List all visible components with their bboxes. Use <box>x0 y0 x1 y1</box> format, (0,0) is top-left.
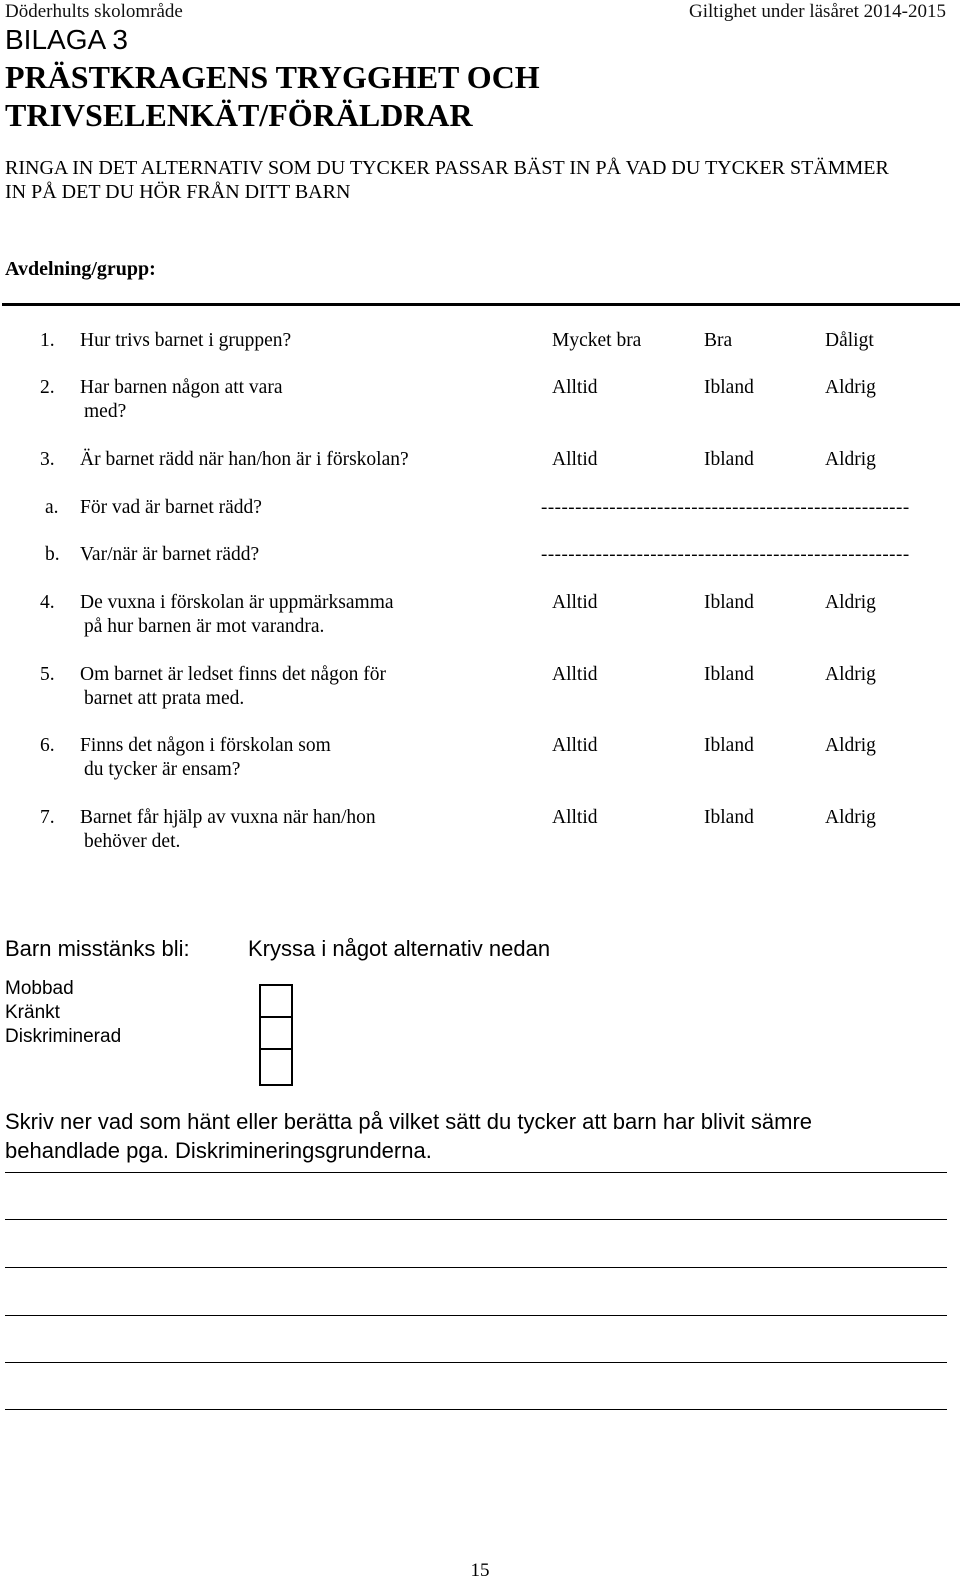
checkbox-bullied[interactable] <box>259 984 293 1018</box>
question-text-continued: du tycker är ensam? <box>84 759 241 780</box>
answer-blank-line[interactable]: ------------------------------------------------------ <box>541 497 910 518</box>
writing-line[interactable] <box>5 1172 947 1173</box>
answer-option[interactable]: Ibland <box>704 735 754 756</box>
question-number: 6. <box>40 735 55 756</box>
writing-line[interactable] <box>5 1267 947 1268</box>
category-label-offended: Kränkt <box>5 1002 60 1023</box>
question-text-continued: behöver det. <box>84 831 181 852</box>
question-text: Finns det någon i förskolan som <box>80 735 331 756</box>
writing-line[interactable] <box>5 1315 947 1316</box>
answer-option[interactable]: Aldrig <box>825 449 876 470</box>
answer-option[interactable]: Alltid <box>552 735 598 756</box>
write-instruction-line1: Skriv ner vad som hänt eller berätta på vilket sätt du tycker att barn har blivit sämre <box>5 1109 813 1134</box>
writing-line[interactable] <box>5 1362 947 1363</box>
subquestion-text: Var/när är barnet rädd? <box>80 544 260 565</box>
instruction-line1: RINGA IN DET ALTERNATIV SOM DU TYCKER PASSAR BÄST IN PÅ VAD DU TYCKER STÄMMER <box>5 157 889 179</box>
question-text: Hur trivs barnet i gruppen? <box>80 330 292 351</box>
answer-option[interactable]: Ibland <box>704 449 754 470</box>
category-label-bullied: Mobbad <box>5 978 74 999</box>
page-number: 15 <box>470 1560 490 1581</box>
suspected-label: Barn misstänks bli: <box>5 936 190 961</box>
answer-option[interactable]: Aldrig <box>825 377 876 398</box>
answer-option[interactable]: Aldrig <box>825 592 876 613</box>
instruction-line2: IN PÅ DET DU HÖR FRÅN DITT BARN <box>5 181 351 203</box>
answer-option[interactable]: Alltid <box>552 449 598 470</box>
answer-option[interactable]: Alltid <box>552 592 598 613</box>
question-number: 3. <box>40 449 55 470</box>
answer-option[interactable]: Aldrig <box>825 807 876 828</box>
checkbox-offended[interactable] <box>259 1016 293 1050</box>
answer-option[interactable]: Alltid <box>552 377 598 398</box>
writing-line[interactable] <box>5 1409 947 1410</box>
answer-option[interactable]: Alltid <box>552 807 598 828</box>
question-number: 7. <box>40 807 55 828</box>
answer-option[interactable]: Ibland <box>704 592 754 613</box>
category-label-discriminated: Diskriminerad <box>5 1026 122 1047</box>
appendix-label: BILAGA 3 <box>5 24 128 55</box>
question-text: Barnet får hjälp av vuxna när han/hon <box>80 807 376 828</box>
question-text: Har barnen någon att vara <box>80 377 283 398</box>
header-validity: Giltighet under läsåret 2014-2015 <box>689 1 946 22</box>
question-text: Om barnet är ledset finns det någon för <box>80 664 386 685</box>
subquestion-letter: b. <box>45 544 60 565</box>
answer-option[interactable]: Mycket bra <box>552 330 642 351</box>
question-number: 1. <box>40 330 55 351</box>
subquestion-letter: a. <box>45 497 59 518</box>
header-school: Döderhults skolområde <box>5 1 183 22</box>
answer-option[interactable]: Ibland <box>704 664 754 685</box>
question-number: 4. <box>40 592 55 613</box>
section-divider <box>2 303 960 306</box>
page-title-line2: TRIVSELENKÄT/FÖRÄLDRAR <box>5 97 473 133</box>
question-text: Är barnet rädd när han/hon är i förskolan? <box>80 449 409 470</box>
question-number: 2. <box>40 377 55 398</box>
answer-blank-line[interactable]: ------------------------------------------------------ <box>541 544 910 565</box>
question-text-continued: med? <box>84 401 127 422</box>
subquestion-text: För vad är barnet rädd? <box>80 497 262 518</box>
checkbox-discriminated[interactable] <box>259 1048 293 1086</box>
write-instruction-line2: behandlade pga. Diskrimineringsgrunderna. <box>5 1138 432 1163</box>
group-field-label[interactable]: Avdelning/grupp: <box>5 258 156 280</box>
question-text: De vuxna i förskolan är uppmärksamma <box>80 592 394 613</box>
question-text-continued: på hur barnen är mot varandra. <box>84 616 325 637</box>
answer-option[interactable]: Bra <box>704 330 733 351</box>
answer-option[interactable]: Ibland <box>704 377 754 398</box>
answer-option[interactable]: Aldrig <box>825 735 876 756</box>
answer-option[interactable]: Alltid <box>552 664 598 685</box>
answer-option[interactable]: Ibland <box>704 807 754 828</box>
check-instruction: Kryssa i något alternativ nedan <box>248 936 551 961</box>
question-number: 5. <box>40 664 55 685</box>
page-title-line1: PRÄSTKRAGENS TRYGGHET OCH <box>5 59 540 95</box>
writing-line[interactable] <box>5 1219 947 1220</box>
answer-option[interactable]: Dåligt <box>825 330 874 351</box>
question-text-continued: barnet att prata med. <box>84 688 245 709</box>
answer-option[interactable]: Aldrig <box>825 664 876 685</box>
